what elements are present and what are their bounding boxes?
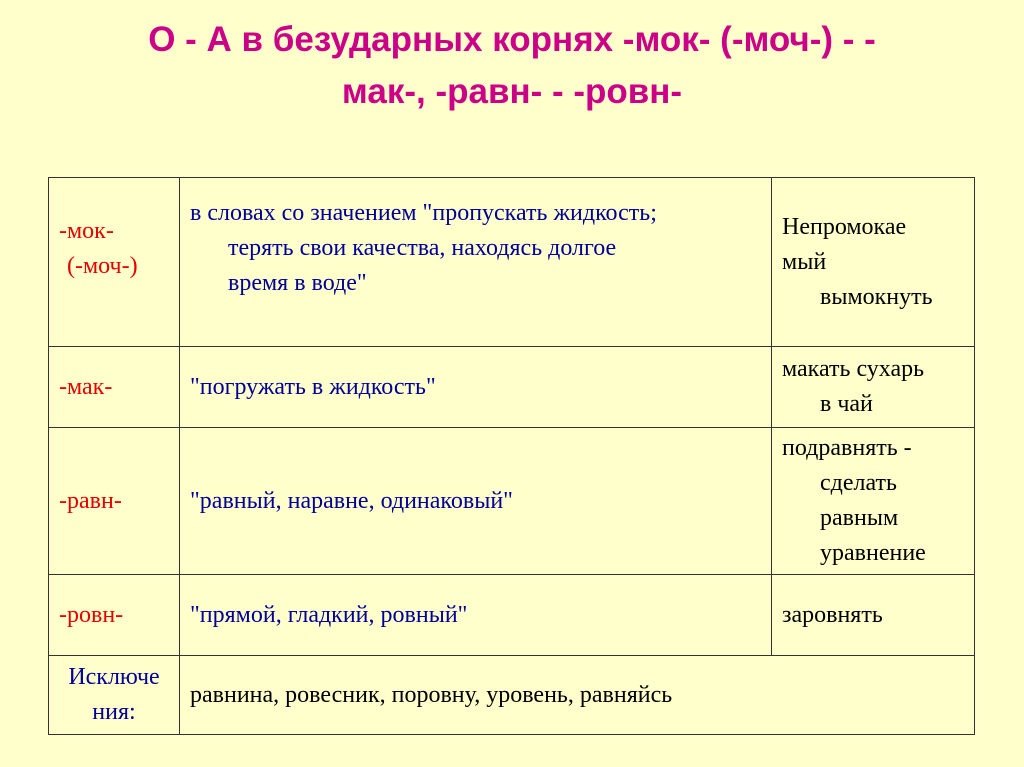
table-row xyxy=(49,347,975,428)
table-row-exceptions xyxy=(49,656,975,735)
example-cell xyxy=(772,575,975,656)
meaning-text-cont: время в воде" xyxy=(228,270,367,296)
meaning-text: "погружать в жидкость" xyxy=(190,373,436,400)
root-text: -ровн- xyxy=(59,601,124,628)
example-text: в чай xyxy=(820,391,873,417)
root-text-alt: (-моч-) xyxy=(67,253,138,279)
example-text: уравнение xyxy=(820,540,926,566)
example-cell xyxy=(772,347,975,428)
title-line-2: мак-, -равн- - -ровн- xyxy=(341,72,683,111)
example-text: сделать xyxy=(820,470,897,496)
root-text: -мак- xyxy=(59,373,113,400)
exceptions-words-cell xyxy=(180,656,975,735)
example-text: заровнять xyxy=(782,601,883,628)
exceptions-words: равнина, ровесник, поровну, уровень, равняйсь xyxy=(190,681,673,708)
root-cell xyxy=(49,575,180,656)
root-text: -мок- xyxy=(59,218,114,244)
meaning-cell xyxy=(180,347,772,428)
meaning-text: "равный, наравне, одинаковый" xyxy=(190,487,513,514)
root-cell xyxy=(49,428,180,575)
example-text: мый xyxy=(782,248,827,275)
meaning-text-cont: терять свои качества, находясь долгое xyxy=(228,235,617,261)
example-text: Непромокае xyxy=(782,213,907,240)
rules-table xyxy=(48,177,975,735)
root-text: -равн- xyxy=(59,487,122,514)
meaning-text: "прямой, гладкий, ровный" xyxy=(190,601,468,628)
example-cell xyxy=(772,178,975,347)
meaning-cell xyxy=(180,178,772,347)
example-text: вымокнуть xyxy=(820,283,933,310)
meaning-cell xyxy=(180,428,772,575)
root-cell xyxy=(49,347,180,428)
meaning-text: в словах со значением "пропускать жидкость; xyxy=(190,200,657,226)
exceptions-label-cont: ния: xyxy=(92,699,136,725)
example-text: макать сухарь xyxy=(782,356,925,382)
title-line-1: О - А в безударных корнях -мок- (-моч-) - - xyxy=(148,20,876,59)
root-cell xyxy=(49,178,180,347)
meaning-cell xyxy=(180,575,772,656)
table-row xyxy=(49,428,975,575)
example-text: равным xyxy=(820,505,899,531)
exceptions-label: Исключе xyxy=(68,664,160,690)
slide-title xyxy=(40,14,984,118)
table-row xyxy=(49,178,975,347)
example-text: подравнять - xyxy=(782,435,912,461)
exceptions-label-cell xyxy=(49,656,180,735)
table-row xyxy=(49,575,975,656)
example-cell xyxy=(772,428,975,575)
